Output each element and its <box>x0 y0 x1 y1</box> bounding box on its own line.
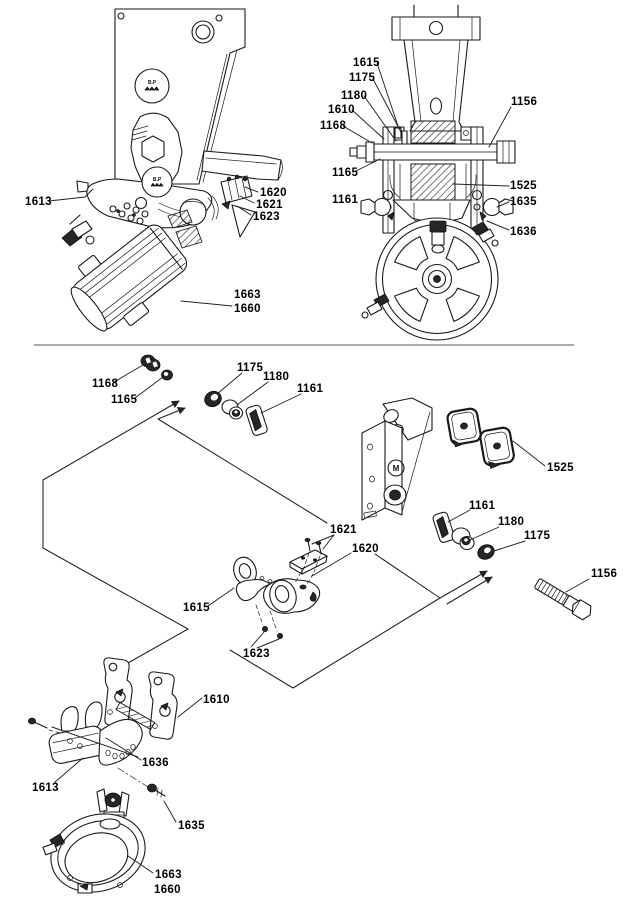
assembled-front-view <box>320 5 537 340</box>
part-1635-screw <box>118 768 165 797</box>
callout-1175: 1175 <box>349 72 376 84</box>
callout-1613: 1613 <box>25 196 52 208</box>
leader-line <box>566 579 589 592</box>
leader-line <box>114 365 143 382</box>
part-1175-ring-right <box>475 542 496 562</box>
callout-1156: 1156 <box>591 568 618 580</box>
assembly-flow-line <box>158 419 327 523</box>
callout-1636: 1636 <box>142 757 169 769</box>
leader-line <box>217 373 242 394</box>
callout-1663: 1663 <box>155 869 182 881</box>
callout-1525: 1525 <box>547 462 574 474</box>
leader-line <box>237 382 268 405</box>
callout-1165: 1165 <box>111 394 138 406</box>
drawbar-tube <box>392 5 480 131</box>
assembly-flow-arrow <box>43 401 179 480</box>
assembly-flow-lines <box>43 401 492 688</box>
part-mount-tower <box>362 398 432 520</box>
callout-1161: 1161 <box>332 194 359 206</box>
callout-1613: 1613 <box>32 782 59 794</box>
leader-line <box>364 96 396 141</box>
callout-1621: 1621 <box>330 524 357 536</box>
side-bolt-left <box>361 199 394 221</box>
callout-1168: 1168 <box>92 378 119 390</box>
leader-line <box>513 441 545 466</box>
brake-drum <box>362 218 498 340</box>
assembly-flow-line <box>375 554 440 598</box>
callout-1635: 1635 <box>510 196 537 208</box>
leader-line <box>181 301 232 306</box>
leader-line <box>208 588 234 606</box>
assembly-flow-line <box>230 598 440 688</box>
bp-logo-head-icon <box>142 167 172 197</box>
callout-1610: 1610 <box>203 694 230 706</box>
leader-line <box>343 126 372 143</box>
callout-1165: 1165 <box>332 167 359 179</box>
callout-1615: 1615 <box>183 602 210 614</box>
leader-line <box>373 79 402 134</box>
part-1180-bushing-right <box>452 528 474 550</box>
callout-1621: 1621 <box>256 199 283 211</box>
assembly-flow-line <box>43 480 188 663</box>
leader-line <box>257 639 279 648</box>
leader-line <box>352 110 384 139</box>
callout-1620: 1620 <box>352 543 379 555</box>
callout-1623: 1623 <box>253 211 280 223</box>
callout-1156: 1156 <box>511 96 538 108</box>
part-1525-plates <box>446 408 515 470</box>
callout-1525: 1525 <box>510 180 537 192</box>
callout-1168: 1168 <box>320 120 347 132</box>
callout-1620: 1620 <box>260 187 287 199</box>
assembly-flow-arrow <box>158 408 185 419</box>
part-1168-nut <box>141 355 160 371</box>
leader-line <box>164 801 176 822</box>
leader-line <box>261 394 301 413</box>
callout-1180: 1180 <box>341 90 368 102</box>
leader-line <box>494 541 525 551</box>
callout-1660: 1660 <box>234 303 261 315</box>
leader-line <box>178 698 202 717</box>
callout-1615: 1615 <box>353 57 380 69</box>
leader-line <box>470 527 499 540</box>
leader-line <box>448 510 470 522</box>
bp-logo-text: B.P <box>152 177 162 183</box>
callout-1175-right: 1175 <box>524 530 551 542</box>
part-1175-ring <box>202 389 224 410</box>
callout-1660: 1660 <box>154 884 181 896</box>
callout-1161-right: 1161 <box>469 500 496 512</box>
m-logo-text: M <box>392 464 400 473</box>
part-1161-pad-right <box>432 511 455 543</box>
part-1161-pad <box>245 404 268 436</box>
part-1663-1660-damper <box>41 789 156 904</box>
side-bolt-right <box>480 199 513 221</box>
leader-line <box>251 632 264 647</box>
callout-1663: 1663 <box>234 289 261 301</box>
drawbar-arm <box>202 151 282 180</box>
callout-1180: 1180 <box>263 371 290 383</box>
callout-1180-right: 1180 <box>498 516 525 528</box>
assembled-side-view <box>25 9 287 345</box>
callout-1161: 1161 <box>297 383 324 395</box>
bp-logo-text: B.P <box>147 80 157 86</box>
leader-line <box>135 377 163 398</box>
callout-1636: 1636 <box>510 226 537 238</box>
part-1156-bolt <box>533 576 594 622</box>
callout-1610: 1610 <box>328 104 355 116</box>
callout-1623: 1623 <box>243 648 270 660</box>
callout-1175: 1175 <box>237 362 264 374</box>
part-1165-washer <box>162 370 173 380</box>
exploded-view <box>28 355 617 904</box>
callout-1635: 1635 <box>178 820 205 832</box>
